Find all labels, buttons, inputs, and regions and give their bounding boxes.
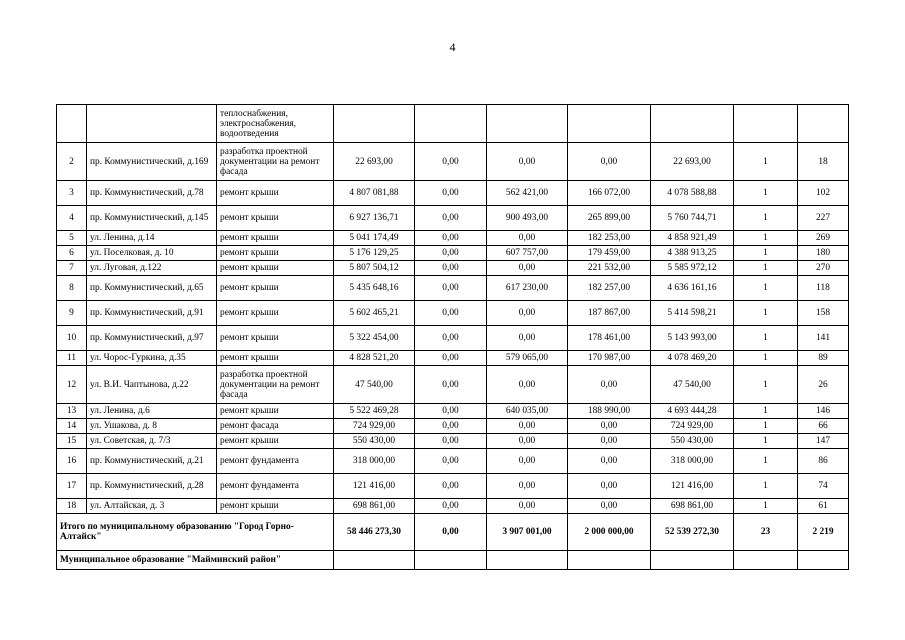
cell-col1: 0,00	[415, 434, 487, 449]
cell-work-type: ремонт крыши	[217, 246, 334, 261]
cell-col2: 0,00	[487, 143, 568, 181]
section-row	[57, 551, 849, 570]
cell-col4	[651, 105, 734, 143]
cell-number	[57, 105, 87, 143]
cell-col4: 4 388 913,25	[651, 246, 734, 261]
cell-col3: 170 987,00	[568, 351, 651, 366]
cell-work-type: ремонт крыши	[217, 181, 334, 206]
table-row	[57, 143, 849, 181]
total-label: Итого по муниципальному образованию "Город Горно-Алтайск"	[57, 514, 334, 551]
cell-total: 550 430,00	[334, 434, 415, 449]
cell-number: 15	[57, 434, 87, 449]
cell-total: 5 322 454,00	[334, 326, 415, 351]
cell-col5: 1	[734, 351, 798, 366]
cell-col2: 0,00	[487, 449, 568, 474]
section-empty-cell	[651, 551, 734, 570]
cell-col2: 0,00	[487, 434, 568, 449]
cell-address: ул. Советская, д. 7/3	[87, 434, 217, 449]
cell-col6	[798, 105, 849, 143]
section-empty-cell	[487, 551, 568, 570]
cell-number: 13	[57, 404, 87, 419]
cell-col3: 166 072,00	[568, 181, 651, 206]
cell-number: 9	[57, 301, 87, 326]
cell-number: 2	[57, 143, 87, 181]
cell-work-type: ремонт крыши	[217, 276, 334, 301]
cell-col1: 0,00	[415, 231, 487, 246]
cell-col6: 61	[798, 499, 849, 514]
cell-col4: 4 693 444,28	[651, 404, 734, 419]
cell-col6: 147	[798, 434, 849, 449]
cell-address: пр. Коммунистический, д.21	[87, 449, 217, 474]
table-row	[57, 366, 849, 404]
table-row	[57, 301, 849, 326]
cell-number: 5	[57, 231, 87, 246]
cell-address: ул. Чорос-Гуркина, д.35	[87, 351, 217, 366]
cell-col5: 1	[734, 231, 798, 246]
cell-address: ул. Алтайская, д. 3	[87, 499, 217, 514]
cell-col3: 0,00	[568, 474, 651, 499]
cell-col1: 0,00	[415, 246, 487, 261]
cell-col1: 0,00	[415, 301, 487, 326]
cell-col3: 0,00	[568, 434, 651, 449]
section-empty-cell	[415, 551, 487, 570]
cell-col1: 0,00	[415, 261, 487, 276]
cell-col2: 579 065,00	[487, 351, 568, 366]
table-row	[57, 231, 849, 246]
cell-number: 3	[57, 181, 87, 206]
cell-col2: 0,00	[487, 326, 568, 351]
cell-col5: 1	[734, 449, 798, 474]
cell-number: 18	[57, 499, 87, 514]
cell-col6: 74	[798, 474, 849, 499]
cell-col2	[487, 105, 568, 143]
cell-work-type: ремонт крыши	[217, 404, 334, 419]
cell-col2: 0,00	[487, 474, 568, 499]
cell-work-type: ремонт крыши	[217, 301, 334, 326]
table-row	[57, 449, 849, 474]
cell-col2: 0,00	[487, 366, 568, 404]
repair-program-table	[56, 104, 849, 570]
cell-address: пр. Коммунистический, д.169	[87, 143, 217, 181]
cell-col2: 562 421,00	[487, 181, 568, 206]
cell-address: ул. Ленина, д.6	[87, 404, 217, 419]
section-label: Муниципальное образование "Майминский район"	[57, 551, 334, 570]
cell-work-type: ремонт крыши	[217, 351, 334, 366]
cell-work-type: ремонт крыши	[217, 261, 334, 276]
cell-col5: 1	[734, 366, 798, 404]
cell-total: 318 000,00	[334, 449, 415, 474]
cell-work-type: ремонт крыши	[217, 326, 334, 351]
cell-col6: 269	[798, 231, 849, 246]
cell-col4: 22 693,00	[651, 143, 734, 181]
cell-col4: 5 585 972,12	[651, 261, 734, 276]
cell-number: 8	[57, 276, 87, 301]
page-number: 4	[449, 40, 456, 54]
cell-col4: 5 414 598,21	[651, 301, 734, 326]
cell-col3: 179 459,00	[568, 246, 651, 261]
cell-number: 17	[57, 474, 87, 499]
section-empty-cell	[734, 551, 798, 570]
cell-total: 5 522 469,28	[334, 404, 415, 419]
cell-col3: 0,00	[568, 449, 651, 474]
total-col5: 23	[734, 514, 798, 551]
cell-col5: 1	[734, 326, 798, 351]
cell-col4: 4 078 588,88	[651, 181, 734, 206]
cell-col1: 0,00	[415, 206, 487, 231]
cell-col3: 221 532,00	[568, 261, 651, 276]
total-col2: 3 907 001,00	[487, 514, 568, 551]
cell-col4: 5 143 993,00	[651, 326, 734, 351]
cell-col3: 182 253,00	[568, 231, 651, 246]
cell-col6: 141	[798, 326, 849, 351]
cell-address: пр. Коммунистический, д.145	[87, 206, 217, 231]
cell-col2: 640 035,00	[487, 404, 568, 419]
cell-col3: 187 867,00	[568, 301, 651, 326]
cell-total: 6 927 136,71	[334, 206, 415, 231]
cell-address: пр. Коммунистический, д.91	[87, 301, 217, 326]
cell-work-type: ремонт крыши	[217, 499, 334, 514]
table-row	[57, 276, 849, 301]
cell-col1: 0,00	[415, 404, 487, 419]
table-row	[57, 181, 849, 206]
cell-col6: 102	[798, 181, 849, 206]
cell-col3: 265 899,00	[568, 206, 651, 231]
cell-col4: 550 430,00	[651, 434, 734, 449]
cell-address: ул. Ушакова, д. 8	[87, 419, 217, 434]
cell-col3: 178 461,00	[568, 326, 651, 351]
section-empty-cell	[568, 551, 651, 570]
table-row	[57, 326, 849, 351]
cell-total	[334, 105, 415, 143]
cell-col5: 1	[734, 276, 798, 301]
cell-address: ул. Ленина, д.14	[87, 231, 217, 246]
cell-col6: 180	[798, 246, 849, 261]
cell-col3: 182 257,00	[568, 276, 651, 301]
cell-number: 12	[57, 366, 87, 404]
cell-col2: 900 493,00	[487, 206, 568, 231]
section-empty-cell	[334, 551, 415, 570]
cell-total: 47 540,00	[334, 366, 415, 404]
cell-col3: 0,00	[568, 366, 651, 404]
cell-col1: 0,00	[415, 143, 487, 181]
cell-col1: 0,00	[415, 449, 487, 474]
cell-col2: 0,00	[487, 301, 568, 326]
table-row	[57, 206, 849, 231]
cell-col5: 1	[734, 143, 798, 181]
cell-col1: 0,00	[415, 276, 487, 301]
cell-col4: 318 000,00	[651, 449, 734, 474]
cell-number: 11	[57, 351, 87, 366]
cell-col5: 1	[734, 404, 798, 419]
cell-col5: 1	[734, 301, 798, 326]
cell-work-type: теплоснабжения, электроснабжения, водоотведения	[217, 105, 334, 143]
cell-col4: 5 760 744,71	[651, 206, 734, 231]
cell-work-type: ремонт фасада	[217, 419, 334, 434]
cell-address: ул. Поселковая, д. 10	[87, 246, 217, 261]
cell-col1	[415, 105, 487, 143]
cell-total: 698 861,00	[334, 499, 415, 514]
cell-address: пр. Коммунистический, д.28	[87, 474, 217, 499]
cell-number: 14	[57, 419, 87, 434]
table-row	[57, 474, 849, 499]
cell-col6: 66	[798, 419, 849, 434]
table-row	[57, 499, 849, 514]
cell-col2: 0,00	[487, 261, 568, 276]
table-row	[57, 351, 849, 366]
section-empty-cell	[798, 551, 849, 570]
table-row	[57, 246, 849, 261]
table-row	[57, 434, 849, 449]
cell-col5: 1	[734, 434, 798, 449]
cell-col1: 0,00	[415, 366, 487, 404]
cell-col6: 227	[798, 206, 849, 231]
cell-col6: 26	[798, 366, 849, 404]
cell-col5: 1	[734, 261, 798, 276]
table-footer	[57, 514, 849, 570]
cell-col5: 1	[734, 419, 798, 434]
cell-col4: 4 078 469,20	[651, 351, 734, 366]
table-row	[57, 261, 849, 276]
cell-number: 7	[57, 261, 87, 276]
cell-col4: 698 861,00	[651, 499, 734, 514]
table-row-continued	[57, 105, 849, 143]
cell-address: ул. Луговая, д.122	[87, 261, 217, 276]
cell-address: пр. Коммунистический, д.78	[87, 181, 217, 206]
cell-col2: 0,00	[487, 231, 568, 246]
cell-col4: 4 636 161,16	[651, 276, 734, 301]
cell-total: 121 416,00	[334, 474, 415, 499]
total-col1: 0,00	[415, 514, 487, 551]
cell-col3: 0,00	[568, 143, 651, 181]
cell-col6: 118	[798, 276, 849, 301]
cell-number: 6	[57, 246, 87, 261]
cell-col4: 724 929,00	[651, 419, 734, 434]
cell-col2: 0,00	[487, 419, 568, 434]
cell-address: пр. Коммунистический, д.65	[87, 276, 217, 301]
cell-address: ул. В.И. Чаптынова, д.22	[87, 366, 217, 404]
cell-col4: 4 858 921,49	[651, 231, 734, 246]
cell-col1: 0,00	[415, 351, 487, 366]
cell-total: 5 176 129,25	[334, 246, 415, 261]
cell-col2: 607 757,00	[487, 246, 568, 261]
cell-number: 10	[57, 326, 87, 351]
cell-work-type: ремонт фундамента	[217, 474, 334, 499]
total-row	[57, 514, 849, 551]
cell-total: 4 828 521,20	[334, 351, 415, 366]
cell-total: 22 693,00	[334, 143, 415, 181]
table-row	[57, 404, 849, 419]
cell-col5: 1	[734, 499, 798, 514]
cell-col1: 0,00	[415, 181, 487, 206]
cell-total: 5 041 174,49	[334, 231, 415, 246]
cell-col2: 0,00	[487, 499, 568, 514]
cell-col2: 617 230,00	[487, 276, 568, 301]
cell-total: 4 807 081,88	[334, 181, 415, 206]
cell-work-type: ремонт крыши	[217, 434, 334, 449]
cell-work-type: ремонт фундамента	[217, 449, 334, 474]
cell-col3: 188 990,00	[568, 404, 651, 419]
cell-col6: 158	[798, 301, 849, 326]
cell-total: 5 807 504,12	[334, 261, 415, 276]
cell-col1: 0,00	[415, 326, 487, 351]
total-col3: 2 000 000,00	[568, 514, 651, 551]
cell-work-type: разработка проектной документации на ремонт фасада	[217, 366, 334, 404]
cell-col6: 18	[798, 143, 849, 181]
cell-address: пр. Коммунистический, д.97	[87, 326, 217, 351]
cell-work-type: ремонт крыши	[217, 231, 334, 246]
cell-col1: 0,00	[415, 419, 487, 434]
cell-col6: 270	[798, 261, 849, 276]
cell-col5: 1	[734, 181, 798, 206]
cell-col5	[734, 105, 798, 143]
cell-col4: 121 416,00	[651, 474, 734, 499]
cell-col6: 146	[798, 404, 849, 419]
total-sum: 58 446 273,30	[334, 514, 415, 551]
cell-col6: 89	[798, 351, 849, 366]
cell-col3: 0,00	[568, 419, 651, 434]
cell-address	[87, 105, 217, 143]
cell-col5: 1	[734, 474, 798, 499]
cell-col6: 86	[798, 449, 849, 474]
cell-col5: 1	[734, 246, 798, 261]
cell-col3	[568, 105, 651, 143]
cell-total: 5 435 648,16	[334, 276, 415, 301]
cell-number: 16	[57, 449, 87, 474]
cell-col5: 1	[734, 206, 798, 231]
cell-col4: 47 540,00	[651, 366, 734, 404]
cell-work-type: ремонт крыши	[217, 206, 334, 231]
cell-col3: 0,00	[568, 499, 651, 514]
table-body	[57, 105, 849, 514]
total-col6: 2 219	[798, 514, 849, 551]
cell-work-type: разработка проектной документации на ремонт фасада	[217, 143, 334, 181]
table-row	[57, 419, 849, 434]
cell-total: 5 602 465,21	[334, 301, 415, 326]
cell-total: 724 929,00	[334, 419, 415, 434]
cell-col1: 0,00	[415, 474, 487, 499]
total-col4: 52 539 272,30	[651, 514, 734, 551]
cell-col1: 0,00	[415, 499, 487, 514]
cell-number: 4	[57, 206, 87, 231]
